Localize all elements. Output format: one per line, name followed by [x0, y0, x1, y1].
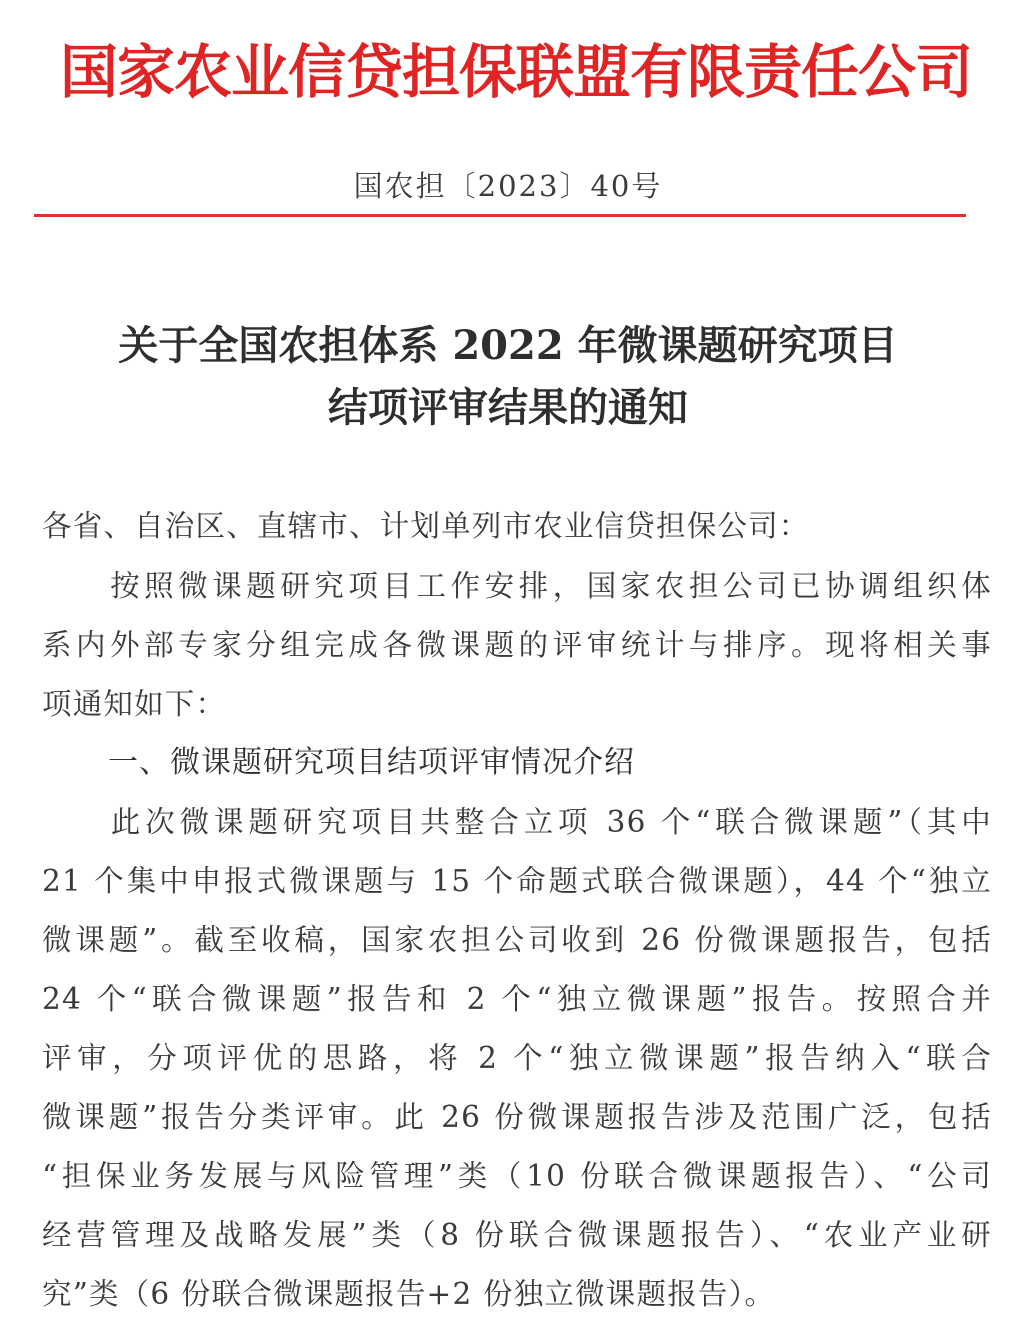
section-line: 微课题”报告分类评审。此 26 份微课题报告涉及范围广泛，包括 — [42, 1100, 992, 1134]
section-line: 此次微课题研究项目共整合立项 36 个“联合微课题”（其中 — [42, 805, 992, 839]
section-line: “担保业务发展与风险管理”类（10 份联合微课题报告）、“公司 — [42, 1159, 992, 1193]
section-heading: 一、微课题研究项目结项评审情况介绍 — [108, 745, 635, 780]
red-divider — [34, 214, 966, 217]
section-line: 24 个“联合微课题”报告和 2 个“独立微课题”报告。按照合并 — [42, 982, 992, 1016]
section-line: 微课题”。截至收稿，国家农担公司收到 26 份微课题报告，包括 — [42, 923, 992, 957]
body-line: 系内外部专家分组完成各微课题的评审统计与排序。现将相关事 — [42, 628, 992, 662]
section-line: 21 个集中申报式微课题与 15 个命题式联合微课题），44 个“独立 — [42, 864, 992, 898]
salutation: 各省、自治区、直辖市、计划单列市农业信贷担保公司： — [42, 509, 810, 543]
body-line: 项通知如下： — [42, 687, 227, 721]
section-line: 评审，分项评优的思路，将 2 个“独立微课题”报告纳入“联合 — [42, 1041, 992, 1075]
body-line: 按照微课题研究项目工作安排，国家农担公司已协调组织体 — [42, 569, 992, 603]
organization-header: 国家农业信贷担保联盟有限责任公司 — [60, 38, 973, 106]
document-number: 国农担〔2023〕40号 — [353, 169, 663, 203]
notice-title-line-2: 结项评审结果的通知 — [328, 384, 688, 431]
section-line: 经营管理及战略发展”类（8 份联合微课题报告）、“农业产业研 — [42, 1218, 992, 1252]
notice-title-line-1: 关于全国农担体系 2022 年微课题研究项目 — [118, 322, 898, 369]
section-line: 究”类（6 份联合微课题报告+2 份独立微课题报告）。 — [42, 1277, 776, 1311]
